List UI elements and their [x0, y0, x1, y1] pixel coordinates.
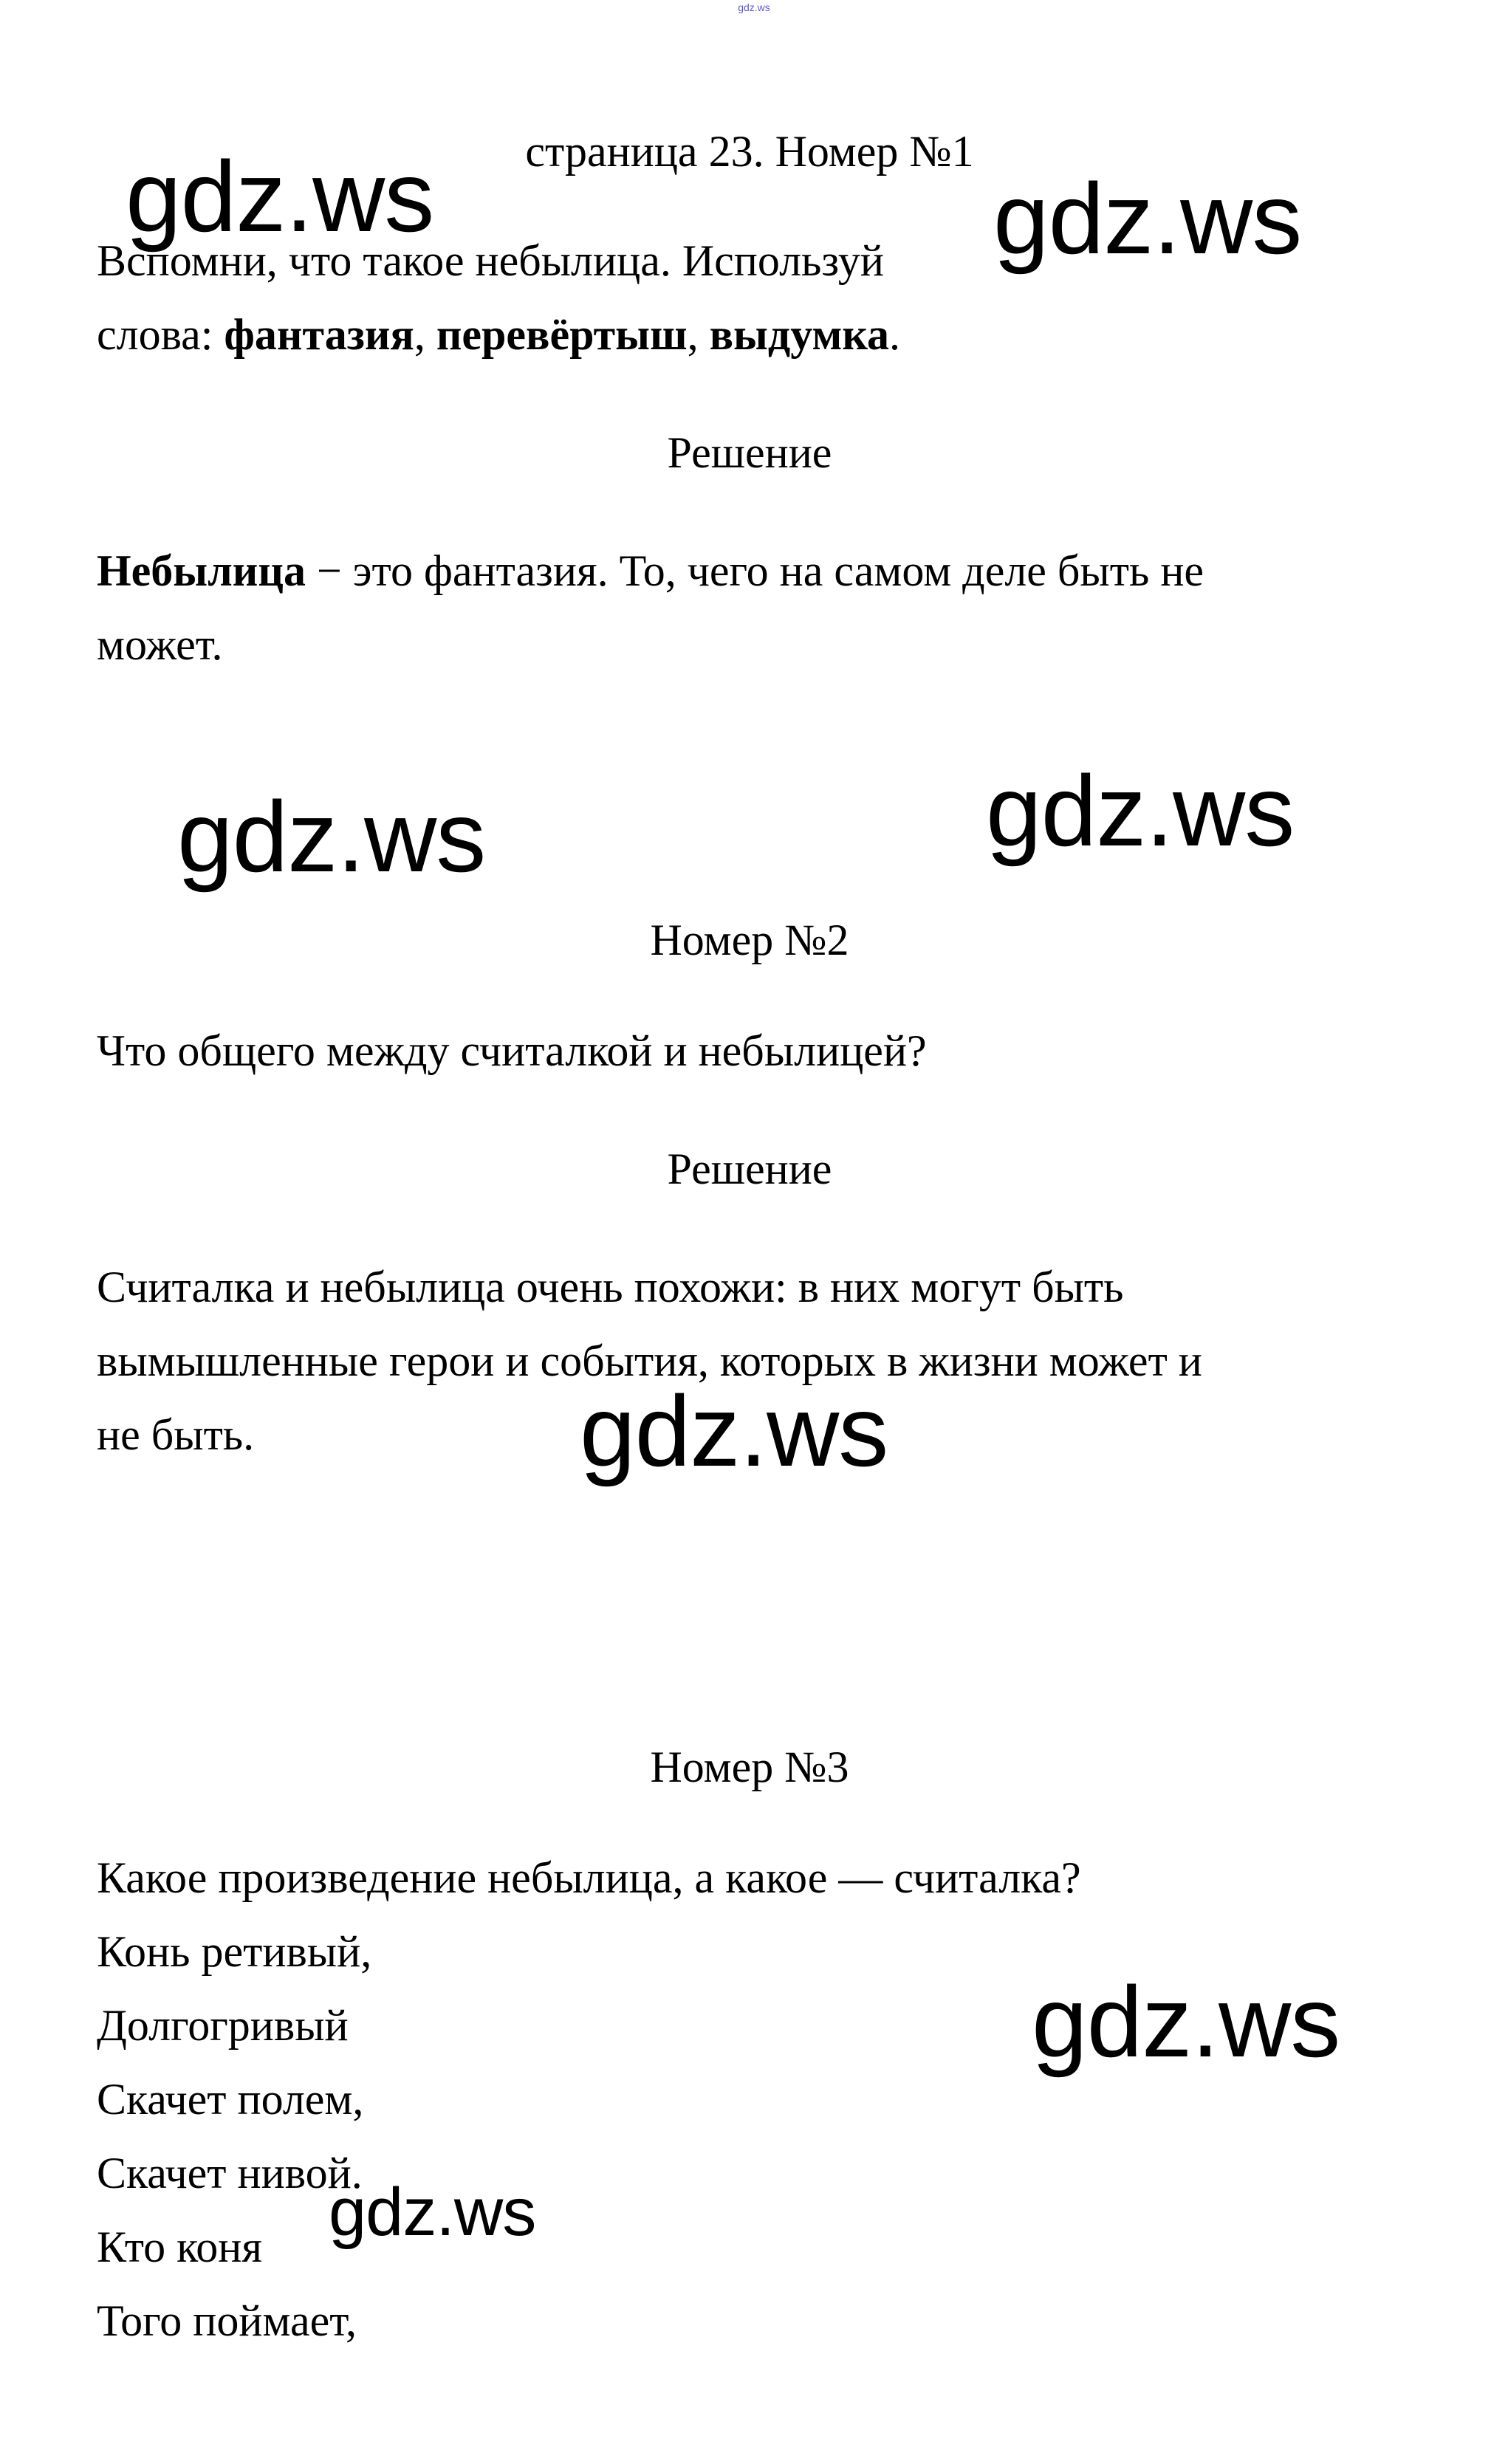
task1-question-prefix: слова: — [97, 310, 225, 359]
watermark: gdz.ws — [329, 2175, 536, 2250]
task2-question: Что общего между считалкой и небылицей? — [97, 1026, 927, 1075]
task1-word-fantasy: фантазия — [224, 310, 414, 359]
watermark: gdz.ws — [580, 1375, 888, 1487]
poem-line: Долгогривый — [97, 2001, 349, 2050]
task1-answer-term: Небылица — [97, 546, 306, 595]
task2-answer-line2: вымышленные герои и события, которых в жизни может и — [97, 1336, 1202, 1385]
watermark: gdz.ws — [177, 780, 486, 893]
poem-line: Того поймает, — [97, 2296, 357, 2345]
poem-line: Скачет нивой. — [97, 2149, 363, 2197]
task1-separator-2: , — [687, 310, 710, 359]
task1-word-topsy-turvy: перевёртыш — [436, 310, 688, 359]
task1-question-line2 — [97, 298, 900, 371]
task1-separator-1: , — [414, 310, 436, 359]
task1-answer-line1 — [97, 534, 1204, 608]
top-watermark: gdz.ws — [738, 1, 770, 13]
task1-answer-rest: − это фантазия. То, чего на самом деле быть не — [305, 546, 1204, 595]
task1-question-end: . — [889, 310, 900, 359]
task1-heading: страница 23. Номер №1 — [525, 127, 974, 176]
task1-question-line1: Вспомни, что такое небылица. Используй — [97, 236, 884, 285]
task2-solution-label: Решение — [667, 1145, 832, 1193]
task2-answer-line1: Считалка и небылица очень похожи: в них могут быть — [97, 1263, 1124, 1311]
task2-answer-line3: не быть. — [97, 1410, 255, 1459]
task3-question: Какое произведение небылица, а какое — считалка? — [97, 1853, 1081, 1902]
task1-answer-line2: может. — [97, 620, 223, 669]
watermark: gdz.ws — [1032, 1966, 1340, 2078]
task2-heading: Номер №2 — [650, 916, 849, 964]
poem-line: Кто коня — [97, 2223, 262, 2271]
watermark: gdz.ws — [986, 755, 1295, 867]
poem-line: Скачет полем, — [97, 2075, 364, 2124]
watermark: gdz.ws — [126, 140, 434, 253]
task1-word-invention: выдумка — [709, 310, 889, 359]
watermark: gdz.ws — [993, 162, 1302, 275]
task1-solution-label: Решение — [667, 428, 832, 477]
poem-line: Конь ретивый, — [97, 1927, 372, 1976]
task3-heading: Номер №3 — [650, 1743, 849, 1791]
